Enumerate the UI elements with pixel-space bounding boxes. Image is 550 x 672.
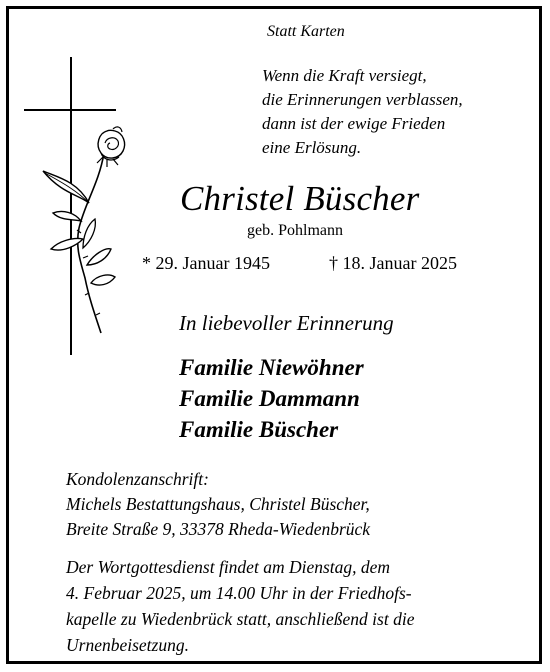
poem-line: dann ist der ewige Frieden [262, 114, 446, 133]
condolence-line: Michels Bestattungshaus, Christel Büscher, [66, 494, 370, 514]
service-line: Der Wortgottesdienst findet am Dienstag, dem [66, 557, 391, 577]
death-date: † 18. Januar 2025 [329, 253, 457, 273]
header-text: Statt Karten [267, 23, 345, 40]
family-name: Familie Büscher [179, 417, 339, 442]
condolence-line: Kondolenzanschrift: [66, 469, 209, 489]
families [179, 352, 364, 445]
poem-line: Wenn die Kraft versiegt, [262, 66, 427, 85]
service-line: 4. Februar 2025, um 14.00 Uhr in der Friedhofs- [66, 583, 412, 603]
poem [262, 64, 463, 160]
condolence-address [66, 467, 370, 542]
service-line: Urnenbeisetzung. [66, 635, 189, 655]
birth-date: * 29. Januar 1945 [142, 253, 270, 273]
poem-line: die Erinnerungen verblassen, [262, 90, 463, 109]
obituary-notice [6, 6, 542, 664]
maiden-name: geb. Pohlmann [247, 222, 343, 239]
deceased-name: Christel Büscher [180, 179, 420, 218]
service-line: kapelle zu Wiedenbrück statt, anschließend ist die [66, 609, 415, 629]
memory-line: In liebevoller Erinnerung [179, 311, 394, 335]
service-info [66, 554, 414, 658]
cross-with-rose-icon [21, 53, 131, 365]
condolence-line: Breite Straße 9, 33378 Rheda-Wiedenbrück [66, 519, 371, 539]
family-name: Familie Niewöhner [179, 355, 364, 380]
family-name: Familie Dammann [179, 386, 360, 411]
poem-line: eine Erlösung. [262, 138, 362, 157]
